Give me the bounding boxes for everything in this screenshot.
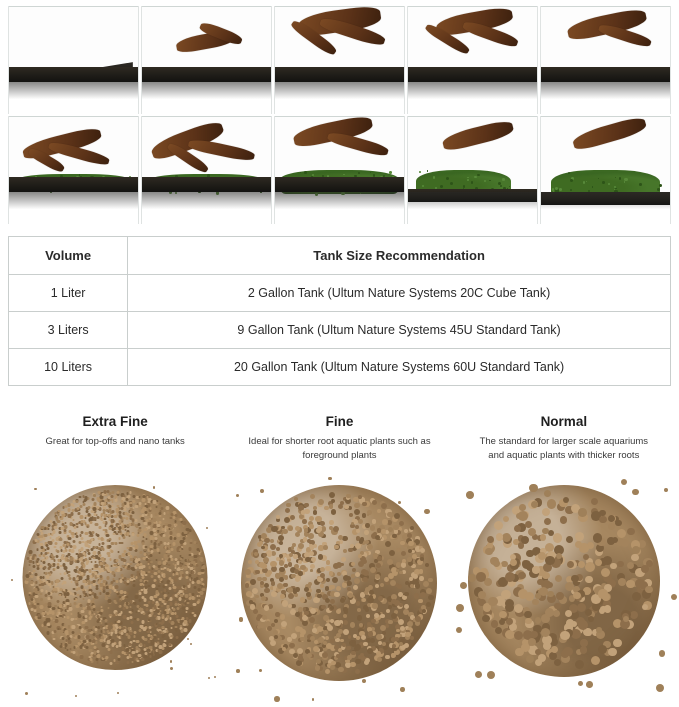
aquascape-tank-2-top	[141, 6, 272, 114]
loose-grain	[424, 509, 429, 514]
grain-title: Extra Fine	[82, 414, 148, 429]
aquascape-tank-2-bottom	[141, 116, 272, 224]
loose-grain	[274, 696, 279, 701]
loose-grain	[170, 660, 173, 663]
water-reflection	[9, 82, 138, 99]
water-reflection	[541, 82, 670, 99]
loose-grain	[260, 489, 264, 493]
loose-grain	[468, 574, 476, 582]
loose-grain	[656, 684, 664, 692]
tank-glass-edge	[142, 116, 271, 117]
table-header-recommendation: Tank Size Recommendation	[128, 237, 671, 275]
loose-grain	[236, 494, 239, 497]
loose-grain	[54, 605, 56, 607]
loose-grain	[239, 617, 244, 622]
loose-grain	[466, 491, 474, 499]
loose-grain	[117, 692, 119, 694]
loose-grain	[189, 558, 192, 561]
cell-volume: 3 Liters	[9, 312, 128, 349]
tank-base-shadow	[541, 99, 670, 114]
grain-description: Great for top-offs and nano tanks	[45, 436, 185, 447]
loose-grain	[632, 546, 640, 554]
loose-grain	[153, 486, 155, 488]
loose-grain	[104, 558, 106, 560]
tank-base-shadow	[142, 99, 271, 114]
loose-grain	[400, 687, 405, 692]
grain-pile-area	[230, 477, 448, 707]
photo-column-2	[141, 6, 272, 224]
tank-base-shadow	[541, 209, 670, 224]
substrate-layer	[275, 67, 404, 82]
loose-grain	[75, 695, 77, 697]
aquascape-tank-5-bottom	[540, 116, 671, 224]
loose-grain	[190, 643, 192, 645]
substrate-pile	[241, 485, 437, 681]
grain-option-normal	[455, 414, 673, 707]
cell-volume: 1 Liter	[9, 275, 128, 312]
tank-glass-edge	[541, 116, 670, 117]
tank-glass-edge	[275, 116, 404, 117]
loose-grain	[671, 594, 677, 600]
tank-base-shadow	[275, 99, 404, 114]
tank-glass-edge	[408, 116, 537, 117]
loose-grain	[664, 488, 668, 492]
aquascape-tank-5-top	[540, 6, 671, 114]
cell-recommendation: 2 Gallon Tank (Ultum Nature Systems 20C Cube Tank)	[128, 275, 671, 312]
loose-grain	[398, 501, 401, 504]
tank-base-shadow	[9, 209, 138, 224]
substrate-pile-texture	[23, 485, 208, 670]
water-reflection	[541, 192, 670, 209]
loose-grain	[659, 650, 666, 657]
loose-grain	[93, 494, 96, 497]
loose-grain	[259, 669, 262, 672]
substrate-pile-texture	[241, 485, 437, 681]
grain-description: Ideal for shorter root aquatic plants such as foreground plants	[248, 436, 431, 461]
loose-grain	[487, 671, 495, 679]
water-reflection	[275, 82, 404, 99]
loose-grain	[236, 669, 240, 673]
loose-grain	[535, 593, 541, 599]
substrate-pile	[23, 485, 208, 670]
tank-base-shadow	[275, 209, 404, 224]
substrate-layer	[275, 177, 404, 192]
substrate-pile-texture	[468, 485, 660, 677]
water-reflection	[408, 82, 537, 99]
tank-base-shadow	[408, 209, 537, 224]
tank-glass-edge	[275, 6, 404, 7]
substrate-layer	[408, 67, 537, 82]
water-reflection	[142, 82, 271, 99]
loose-grain	[206, 527, 209, 530]
tank-size-table-wrapper	[0, 228, 679, 386]
substrate-pile	[468, 485, 660, 677]
cell-recommendation: 20 Gallon Tank (Ultum Nature Systems 60U Standard Tank)	[128, 349, 671, 386]
loose-grain	[586, 681, 593, 688]
loose-grain	[632, 489, 639, 496]
substrate-layer	[9, 67, 138, 82]
loose-grain	[316, 659, 321, 664]
grain-pile-area	[455, 477, 673, 707]
aquascape-tank-3-top	[274, 6, 405, 114]
loose-grain	[328, 477, 331, 480]
table-header-volume: Volume	[9, 237, 128, 275]
photo-column-1	[8, 6, 139, 224]
photo-column-3	[274, 6, 405, 224]
tank-glass-edge	[408, 6, 537, 7]
table-row	[9, 312, 671, 349]
aquascape-tank-3-bottom	[274, 116, 405, 224]
loose-grain	[396, 569, 399, 572]
loose-grain	[531, 501, 538, 508]
grain-title: Fine	[325, 414, 354, 429]
water-reflection	[142, 192, 271, 209]
loose-grain	[542, 528, 548, 534]
substrate-layer	[142, 177, 271, 192]
loose-grain	[25, 692, 28, 695]
grain-pile-area	[6, 477, 224, 707]
cell-recommendation: 9 Gallon Tank (Ultum Nature Systems 45U Standard Tank)	[128, 312, 671, 349]
loose-grain	[351, 522, 354, 525]
loose-grain	[456, 604, 464, 612]
loose-grain	[596, 627, 602, 633]
tank-glass-edge	[142, 6, 271, 7]
aquascape-photo-strip	[0, 0, 679, 228]
water-reflection	[275, 192, 404, 209]
photo-column-4	[407, 6, 538, 224]
tank-size-table	[8, 236, 671, 386]
loose-grain	[475, 671, 483, 679]
substrate-layer	[541, 67, 670, 82]
tank-base-shadow	[9, 99, 138, 114]
grain-option-fine	[230, 414, 448, 707]
loose-grain	[208, 677, 210, 679]
loose-grain	[170, 667, 173, 670]
loose-grain	[621, 479, 627, 485]
tank-base-shadow	[142, 209, 271, 224]
tank-glass-edge	[541, 6, 670, 7]
table-row	[9, 275, 671, 312]
tank-base-shadow	[408, 99, 537, 114]
loose-grain	[11, 579, 13, 581]
grain-title: Normal	[540, 414, 588, 429]
aquascape-tank-4-top	[407, 6, 538, 114]
water-reflection	[9, 192, 138, 209]
loose-grain	[310, 569, 313, 572]
loose-grain	[362, 679, 366, 683]
loose-grain	[291, 546, 294, 549]
loose-grain	[344, 581, 347, 584]
grain-size-comparison	[0, 386, 679, 707]
driftwood-piece	[441, 118, 515, 152]
grain-description: The standard for larger scale aquariums and aquatic plants with thicker roots	[479, 436, 649, 461]
loose-grain	[214, 676, 216, 678]
loose-grain	[187, 638, 189, 640]
photo-column-5	[540, 6, 671, 224]
cell-volume: 10 Liters	[9, 349, 128, 386]
loose-grain	[526, 655, 534, 663]
loose-grain	[544, 490, 551, 497]
water-reflection	[408, 192, 537, 209]
loose-grain	[578, 508, 587, 517]
tank-glass-edge	[9, 6, 138, 7]
table-row	[9, 349, 671, 386]
loose-grain	[407, 546, 410, 549]
loose-grain	[456, 627, 462, 633]
loose-grain	[460, 582, 467, 589]
tank-glass-edge	[9, 116, 138, 117]
table-header-row	[9, 237, 671, 275]
substrate-layer	[9, 177, 138, 192]
loose-grain	[170, 527, 172, 529]
loose-grain	[578, 681, 583, 686]
aquascape-tank-1-bottom	[8, 116, 139, 224]
driftwood-piece	[571, 116, 648, 152]
substrate-layer	[142, 67, 271, 82]
loose-grain	[34, 488, 36, 490]
aquascape-tank-4-bottom	[407, 116, 538, 224]
grain-option-extra-fine	[6, 414, 224, 707]
aquascape-tank-1-top	[8, 6, 139, 114]
